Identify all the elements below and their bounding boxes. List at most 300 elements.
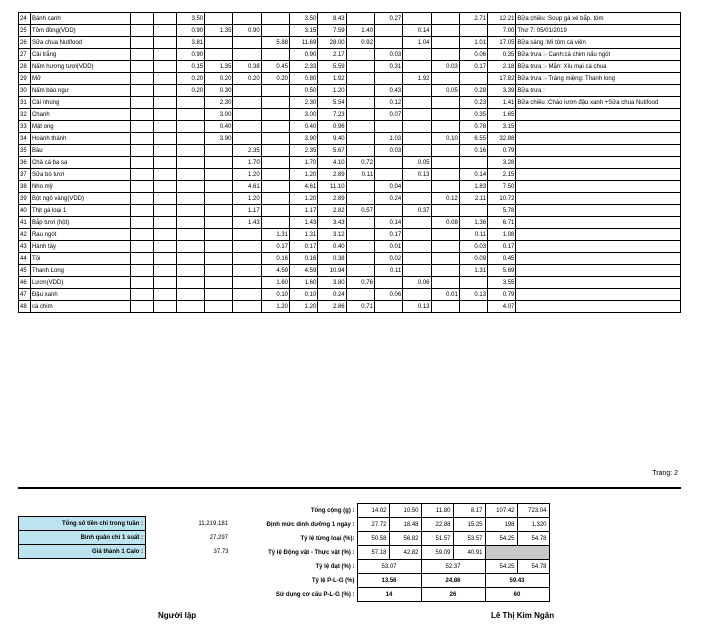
value-cell: 1.40 <box>346 25 374 37</box>
summary-row <box>19 531 231 545</box>
value-cell: 1.35 <box>205 61 233 73</box>
value-cell: 2.35 <box>290 145 318 157</box>
divider <box>18 487 681 489</box>
food-name: Mật ong <box>30 121 130 133</box>
value-cell <box>374 157 402 169</box>
total-row <box>232 504 549 518</box>
value-cell <box>233 85 261 97</box>
value-cell <box>374 205 402 217</box>
menu-note: Bữa sáng :Mì tôm cá viên <box>516 37 681 49</box>
value-cell <box>403 217 431 229</box>
food-name: Sữa bò tươi <box>30 169 130 181</box>
empty-cell <box>131 133 154 145</box>
value-cell <box>346 253 374 265</box>
value-cell <box>261 49 289 61</box>
value-cell <box>403 289 431 301</box>
value-cell: 0.40 <box>205 121 233 133</box>
summary-row <box>19 517 231 531</box>
value-cell: 2.89 <box>318 169 346 181</box>
value-cell <box>403 97 431 109</box>
value-cell <box>233 13 261 25</box>
value-cell: 1.92 <box>403 73 431 85</box>
value-cell <box>459 73 487 85</box>
empty-cell <box>153 217 176 229</box>
menu-note <box>516 289 681 301</box>
value-cell <box>431 145 459 157</box>
value-cell: 0.14 <box>374 217 402 229</box>
row-number: 27 <box>19 49 31 61</box>
value-cell: 3.00 <box>205 109 233 121</box>
ratio-each-value: 51.57 <box>421 532 453 546</box>
value-cell: 17.82 <box>488 73 516 85</box>
value-cell <box>233 277 261 289</box>
value-cell: 32.88 <box>488 133 516 145</box>
value-cell: 0.20 <box>233 73 261 85</box>
value-cell <box>346 241 374 253</box>
value-cell: 0.11 <box>374 265 402 277</box>
value-cell <box>176 253 204 265</box>
value-cell: 7.00 <box>488 25 516 37</box>
ratio-each-value: 56.82 <box>389 532 421 546</box>
value-cell: 0.43 <box>374 85 402 97</box>
empty-cell <box>153 25 176 37</box>
value-cell <box>261 97 289 109</box>
value-cell <box>176 217 204 229</box>
empty-cell <box>153 241 176 253</box>
value-cell <box>205 157 233 169</box>
value-cell <box>261 145 289 157</box>
total-value: 14.02 <box>357 504 389 518</box>
menu-note <box>516 121 681 133</box>
empty-cell <box>153 205 176 217</box>
menu-note <box>516 277 681 289</box>
value-cell <box>261 193 289 205</box>
value-cell <box>233 301 261 313</box>
value-cell <box>205 277 233 289</box>
row-number: 42 <box>19 229 31 241</box>
empty-cell <box>131 241 154 253</box>
value-cell: 4.59 <box>290 265 318 277</box>
empty-cell <box>153 49 176 61</box>
value-cell <box>431 253 459 265</box>
food-name: Cải trắng <box>30 49 130 61</box>
value-cell <box>346 73 374 85</box>
value-cell <box>403 193 431 205</box>
empty-cell <box>131 277 154 289</box>
preparer-signature-label: Người lập <box>158 611 197 620</box>
value-cell: 1.20 <box>233 193 261 205</box>
ratio-each-row <box>232 532 549 546</box>
value-cell: 2.15 <box>488 169 516 181</box>
achieved-value: 54.25 <box>485 560 517 574</box>
row-number: 40 <box>19 205 31 217</box>
value-cell <box>176 193 204 205</box>
total-spend-label: Tổng số tiền chi trong tuần : <box>19 517 146 531</box>
value-cell <box>346 229 374 241</box>
value-cell <box>346 109 374 121</box>
value-cell: 1.31 <box>459 265 487 277</box>
table-row <box>19 61 681 73</box>
value-cell: 0.17 <box>374 229 402 241</box>
value-cell <box>431 97 459 109</box>
empty-cell <box>131 25 154 37</box>
value-cell: 4.61 <box>233 181 261 193</box>
value-cell: 1.70 <box>233 157 261 169</box>
value-cell: 2.89 <box>318 193 346 205</box>
value-cell: 1.92 <box>318 73 346 85</box>
empty-cell <box>131 13 154 25</box>
achieved-value: 54.78 <box>517 560 549 574</box>
achieved-label: Tỷ lệ đạt (%) : <box>315 563 355 570</box>
food-name: Nấm bào ngư <box>30 85 130 97</box>
value-cell <box>374 121 402 133</box>
food-name: Nho mỹ <box>30 181 130 193</box>
table-row <box>19 253 681 265</box>
table-row <box>19 37 681 49</box>
norm-label: Định mức dinh dưỡng 1 ngày : <box>266 521 355 528</box>
value-cell: 0.10 <box>290 289 318 301</box>
empty-cell <box>153 145 176 157</box>
achieved-value: 53.07 <box>357 560 421 574</box>
value-cell: 0.24 <box>374 193 402 205</box>
value-cell <box>346 133 374 145</box>
empty-cell <box>153 97 176 109</box>
plg-use-value: 60 <box>485 588 549 602</box>
animal-plant-value: 40.91 <box>453 546 485 560</box>
value-cell: 5.78 <box>488 205 516 217</box>
value-cell: 4.59 <box>261 265 289 277</box>
row-number: 30 <box>19 85 31 97</box>
total-value: 107.42 <box>485 504 517 518</box>
value-cell: 17.05 <box>488 37 516 49</box>
value-cell: 1.01 <box>459 37 487 49</box>
row-number: 32 <box>19 109 31 121</box>
value-cell: 4.07 <box>488 301 516 313</box>
norm-value: 15.25 <box>453 518 485 532</box>
value-cell: 1.17 <box>233 205 261 217</box>
norm-value: 18.48 <box>389 518 421 532</box>
value-cell: 1.31 <box>290 229 318 241</box>
empty-cell <box>131 169 154 181</box>
food-name: Đậu xanh <box>30 289 130 301</box>
plg-use-value: 14 <box>357 588 421 602</box>
value-cell: 0.40 <box>290 121 318 133</box>
value-cell: 2.17 <box>318 49 346 61</box>
row-number: 38 <box>19 181 31 193</box>
value-cell: 2.30 <box>290 97 318 109</box>
value-cell: 5.54 <box>318 97 346 109</box>
value-cell <box>431 181 459 193</box>
value-cell <box>346 97 374 109</box>
value-cell <box>374 25 402 37</box>
value-cell: 0.11 <box>346 169 374 181</box>
value-cell <box>346 181 374 193</box>
value-cell <box>374 37 402 49</box>
value-cell: 0.14 <box>459 169 487 181</box>
value-cell <box>403 241 431 253</box>
food-name: Rau ngót <box>30 229 130 241</box>
value-cell: 0.02 <box>374 253 402 265</box>
table-row <box>19 121 681 133</box>
animal-plant-value: 42.82 <box>389 546 421 560</box>
value-cell <box>176 145 204 157</box>
value-cell: 8.43 <box>318 13 346 25</box>
menu-note <box>516 229 681 241</box>
value-cell <box>403 109 431 121</box>
value-cell <box>459 277 487 289</box>
value-cell <box>403 265 431 277</box>
value-cell: 0.11 <box>459 229 487 241</box>
value-cell: 0.16 <box>290 253 318 265</box>
norm-value: 27.72 <box>357 518 389 532</box>
value-cell <box>261 13 289 25</box>
value-cell: 11.69 <box>290 37 318 49</box>
value-cell: 0.03 <box>374 49 402 61</box>
menu-note <box>516 301 681 313</box>
nutrition-summary <box>232 503 550 602</box>
plg-use-value: 26 <box>421 588 485 602</box>
value-cell: 0.38 <box>233 61 261 73</box>
value-cell <box>431 265 459 277</box>
value-cell <box>261 217 289 229</box>
value-cell <box>176 289 204 301</box>
value-cell: 2.18 <box>488 61 516 73</box>
value-cell <box>176 121 204 133</box>
animal-plant-value: 59.09 <box>421 546 453 560</box>
value-cell: 0.37 <box>403 205 431 217</box>
empty-cell <box>153 85 176 97</box>
food-name: Bắp tươi (hột) <box>30 217 130 229</box>
expense-summary <box>18 516 231 559</box>
value-cell: 2.71 <box>459 13 487 25</box>
value-cell <box>374 277 402 289</box>
empty-cell <box>131 121 154 133</box>
value-cell: 0.06 <box>459 49 487 61</box>
value-cell: 0.17 <box>290 241 318 253</box>
empty-cell <box>153 109 176 121</box>
empty-cell <box>131 205 154 217</box>
value-cell: 5.69 <box>488 265 516 277</box>
value-cell: 1.20 <box>318 85 346 97</box>
value-cell <box>431 121 459 133</box>
menu-note <box>516 145 681 157</box>
food-name: Tôm đồng(VDD) <box>30 25 130 37</box>
row-number: 45 <box>19 265 31 277</box>
ratio-each-value: 53.57 <box>453 532 485 546</box>
value-cell: 0.20 <box>205 73 233 85</box>
value-cell: 0.28 <box>459 85 487 97</box>
avg-per-meal-value: 27,297 <box>209 534 228 541</box>
ratio-each-value: 54.78 <box>517 532 549 546</box>
value-cell <box>403 85 431 97</box>
value-cell: 0.20 <box>176 85 204 97</box>
value-cell <box>205 145 233 157</box>
row-number: 37 <box>19 169 31 181</box>
value-cell <box>403 13 431 25</box>
value-cell: 0.71 <box>346 301 374 313</box>
plg-label: Tỷ lệ P-L-G (%) <box>311 577 355 584</box>
table-row <box>19 217 681 229</box>
menu-note <box>516 241 681 253</box>
table-row <box>19 157 681 169</box>
value-cell: 4.61 <box>290 181 318 193</box>
table-row <box>19 145 681 157</box>
value-cell <box>261 169 289 181</box>
menu-note: Bữa chiều :Soup gà xé bắp, tôm <box>516 13 681 25</box>
value-cell: 0.38 <box>318 253 346 265</box>
signer-name: Lê Thị Kim Ngân <box>491 611 555 620</box>
value-cell: 0.01 <box>374 241 402 253</box>
food-name: Lươn(VDD) <box>30 277 130 289</box>
value-cell <box>431 109 459 121</box>
empty-cell <box>131 61 154 73</box>
value-cell: 0.05 <box>403 157 431 169</box>
plg-value: 24.86 <box>421 574 485 588</box>
value-cell: 0.10 <box>431 133 459 145</box>
value-cell: 3.00 <box>290 109 318 121</box>
value-cell <box>459 205 487 217</box>
value-cell: 3.28 <box>488 157 516 169</box>
menu-note: Bữa trưa :- Tráng miệng: Thanh long <box>516 73 681 85</box>
row-number: 28 <box>19 61 31 73</box>
empty-cell <box>131 181 154 193</box>
value-cell <box>346 13 374 25</box>
value-cell <box>205 181 233 193</box>
value-cell <box>431 49 459 61</box>
value-cell <box>233 133 261 145</box>
greyed-cell <box>485 546 549 560</box>
table-row <box>19 265 681 277</box>
value-cell <box>403 181 431 193</box>
value-cell <box>233 265 261 277</box>
value-cell: 2.33 <box>290 61 318 73</box>
achieved-value: 52.37 <box>421 560 485 574</box>
value-cell <box>431 205 459 217</box>
value-cell <box>261 133 289 145</box>
value-cell <box>176 205 204 217</box>
menu-note <box>516 217 681 229</box>
empty-cell <box>153 73 176 85</box>
food-name: Hành tây <box>30 241 130 253</box>
total-label: Tổng cộng (g) : <box>310 507 355 514</box>
value-cell <box>431 169 459 181</box>
ratio-each-label: Tỷ lệ từng loại (%): <box>300 535 355 542</box>
value-cell <box>374 73 402 85</box>
value-cell: 1.60 <box>261 277 289 289</box>
food-name: Tỏi <box>30 253 130 265</box>
value-cell <box>431 73 459 85</box>
plg-value: 13.56 <box>357 574 421 588</box>
empty-cell <box>153 157 176 169</box>
value-cell <box>403 61 431 73</box>
value-cell <box>403 133 431 145</box>
value-cell: 0.08 <box>431 217 459 229</box>
menu-note <box>516 169 681 181</box>
value-cell <box>261 121 289 133</box>
value-cell: 0.45 <box>488 253 516 265</box>
value-cell <box>346 61 374 73</box>
menu-note <box>516 133 681 145</box>
value-cell <box>431 13 459 25</box>
food-name: Chanh <box>30 109 130 121</box>
empty-cell <box>131 109 154 121</box>
value-cell <box>431 229 459 241</box>
empty-cell <box>153 13 176 25</box>
value-cell: 0.17 <box>488 241 516 253</box>
value-cell <box>261 85 289 97</box>
table-row <box>19 109 681 121</box>
norm-value: 22.88 <box>421 518 453 532</box>
value-cell: 0.01 <box>431 289 459 301</box>
table-row <box>19 181 681 193</box>
value-cell <box>403 49 431 61</box>
value-cell: 0.14 <box>403 25 431 37</box>
value-cell <box>205 13 233 25</box>
empty-cell <box>131 265 154 277</box>
value-cell <box>205 229 233 241</box>
value-cell: 0.17 <box>459 61 487 73</box>
animal-plant-label: Tỷ lệ Động vật - Thực vật (%) : <box>268 549 355 556</box>
value-cell <box>176 133 204 145</box>
food-name: Thịt gà loại 1 <box>30 205 130 217</box>
food-name: cá chim <box>30 301 130 313</box>
value-cell <box>176 109 204 121</box>
menu-note <box>516 181 681 193</box>
table-row <box>19 205 681 217</box>
value-cell: 0.12 <box>431 193 459 205</box>
value-cell: 0.17 <box>261 241 289 253</box>
value-cell <box>431 301 459 313</box>
value-cell: 6.71 <box>488 217 516 229</box>
value-cell: 1.20 <box>290 193 318 205</box>
value-cell: 0.13 <box>403 169 431 181</box>
food-name: Nấm hương tươi(VDD) <box>30 61 130 73</box>
food-name: Cải nhúng <box>30 97 130 109</box>
value-cell: 0.15 <box>176 61 204 73</box>
value-cell: 0.12 <box>374 97 402 109</box>
empty-cell <box>153 289 176 301</box>
value-cell <box>346 121 374 133</box>
value-cell <box>205 253 233 265</box>
value-cell: 2.86 <box>318 301 346 313</box>
table-row <box>19 193 681 205</box>
value-cell: 1.70 <box>290 157 318 169</box>
ratio-each-value: 50.58 <box>357 532 389 546</box>
empty-cell <box>153 301 176 313</box>
food-name: Hoành thánh <box>30 133 130 145</box>
norm-value: 198 <box>485 518 517 532</box>
food-name: Bột ngô vàng(VDD) <box>30 193 130 205</box>
value-cell: 0.16 <box>261 253 289 265</box>
value-cell: 1.43 <box>233 217 261 229</box>
value-cell: 3.15 <box>290 25 318 37</box>
value-cell <box>176 277 204 289</box>
table-row <box>19 133 681 145</box>
table-row <box>19 49 681 61</box>
empty-cell <box>131 301 154 313</box>
avg-per-meal-label: Bình quân chi 1 suất : <box>19 531 146 545</box>
value-cell: 1.20 <box>290 169 318 181</box>
value-cell: 0.06 <box>403 277 431 289</box>
empty-cell <box>131 37 154 49</box>
empty-cell <box>153 37 176 49</box>
value-cell: 1.20 <box>233 169 261 181</box>
value-cell: 0.24 <box>318 289 346 301</box>
menu-note <box>516 265 681 277</box>
value-cell: 0.13 <box>459 289 487 301</box>
value-cell <box>176 241 204 253</box>
value-cell <box>233 37 261 49</box>
